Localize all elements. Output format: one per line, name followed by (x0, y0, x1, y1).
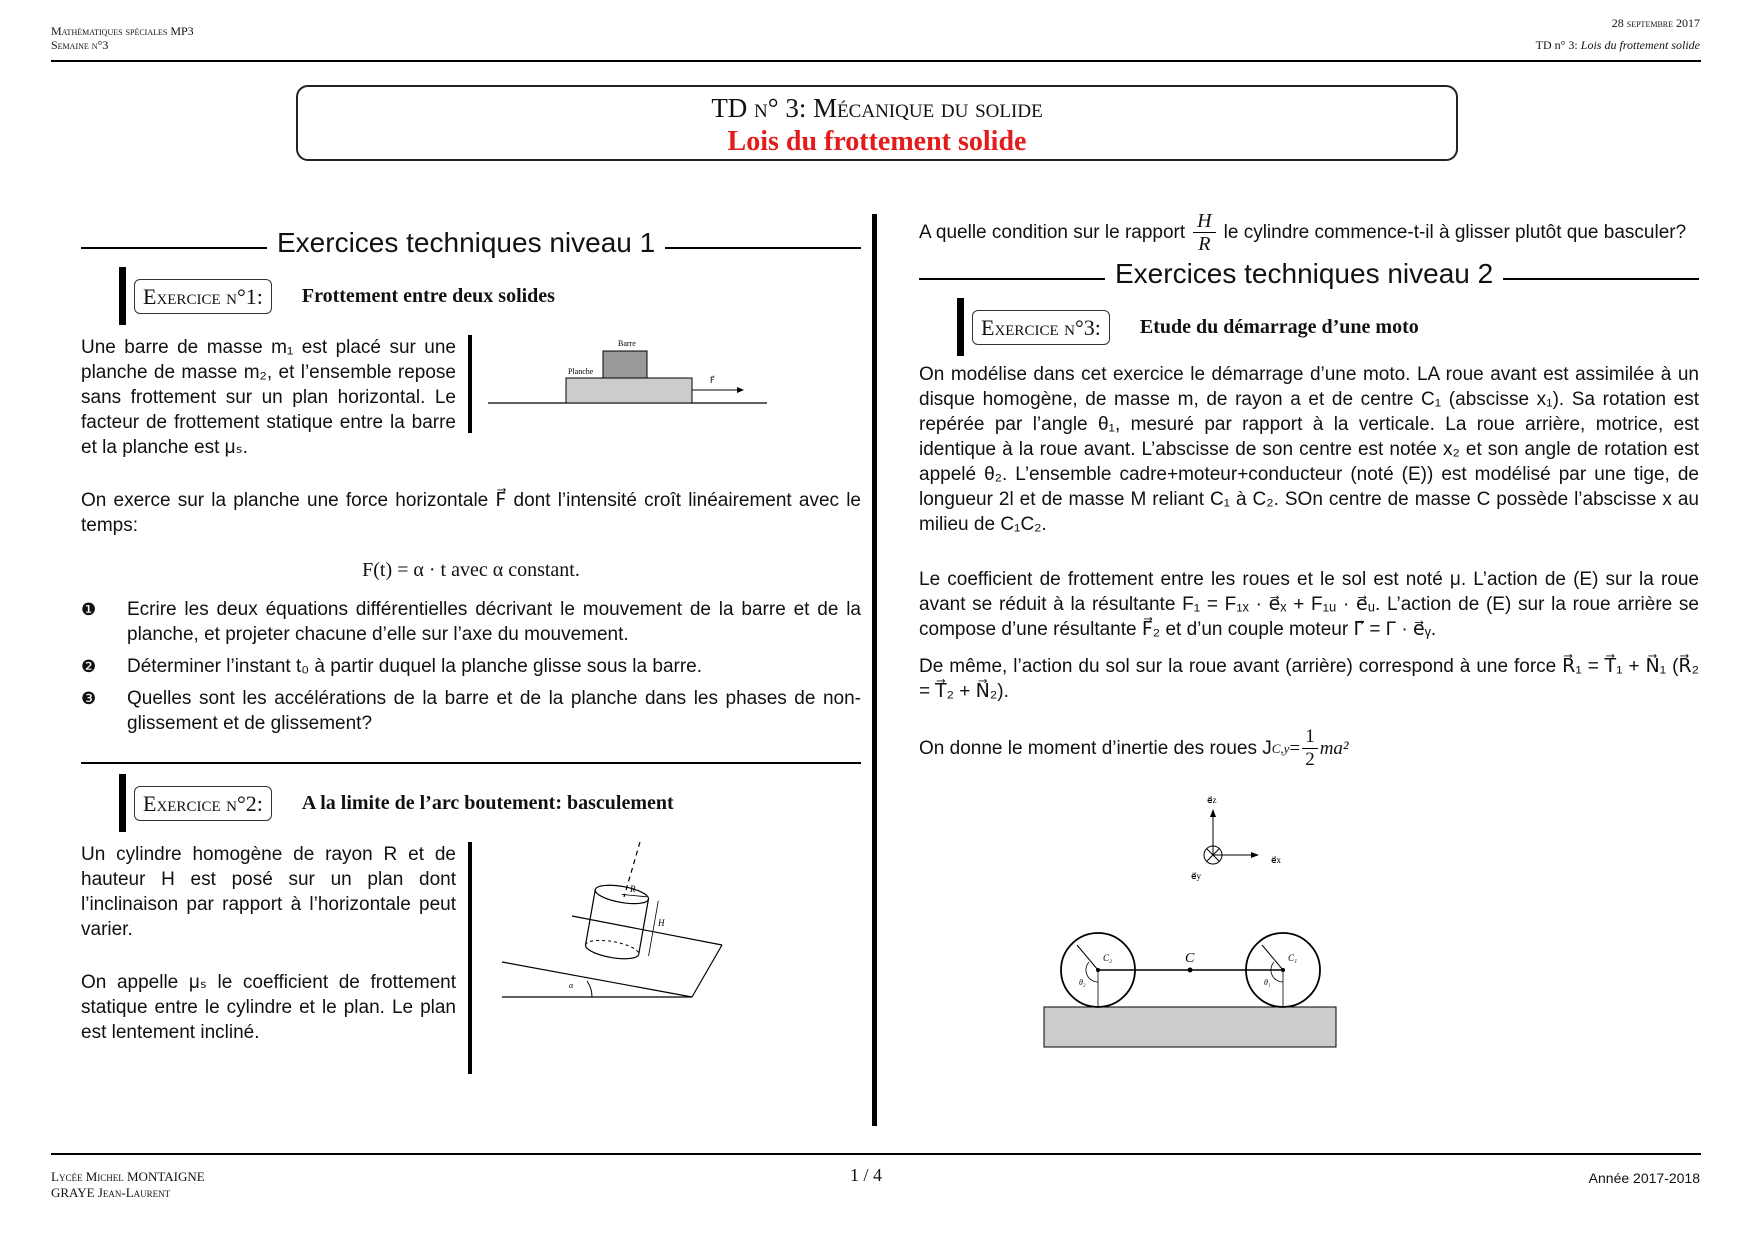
header-td-title: Lois du frottement solide (1580, 38, 1700, 52)
incline-line (502, 962, 692, 997)
exercise3-para3: De même, l’action du sol sur la roue avant (arrière) correspond à une force R⃗₁ = T⃗₁ + N⃗₁ (R⃗₂ = T⃗₂ + N⃗₂). (919, 656, 1699, 702)
section-rule-left (81, 247, 267, 249)
exercise3-para1: On modélise dans cet exercice le démarrage d’une moto. LA roue avant est assimilée à un disque homogène, de masse m, de rayon a et de centre C₁ (abscisse x₁). Sa rotation est repérée par l’angle θ₁, mesuré par rapport à la verticale. La roue arrière, motrice, est identique à la roue avant. L’abscisse de son centre est notée x₂ et son angle de rotation est appelé θ₂. L’ensemble cadre+moteur+conducteur (noté (E)) est modélisé par une tige, de longueur 2l et de masse M reliant C₁ à C₂. SOn centre de masse C possède l’abscisse x au milieu de C₁C₂. (919, 364, 1699, 535)
continuation-after: le cylindre commence-t-il à glisser plutôt que basculer? (1223, 222, 1687, 243)
header-course: Mathématiques spéciales MP3 (51, 24, 194, 38)
exercise-bar (119, 774, 126, 832)
header-date: 28 septembre 2017 (1611, 16, 1700, 30)
exercise1-equation: F(t) = α · t avec α constant. (362, 559, 580, 581)
footer-year: Année 2017-2018 (1588, 1170, 1700, 1186)
cylinder-shape (584, 882, 660, 964)
header-td-ref (1536, 38, 1700, 52)
inertia-subscript: C,y (1271, 741, 1290, 756)
exercise1-intro: Une barre de masse m₁ est placé sur une planche de masse m₂, et l’ensemble repose sans frottement sur un plan horizontal. Le facteur de frottement statique entre la barre et la planche est μₛ. (81, 337, 456, 458)
question-text: Quelles sont les accélérations de la barre et de la planche dans les phases de non-glissement et de glissement? (127, 688, 861, 734)
exercise2-continuation (919, 210, 1699, 255)
page-number: 1 / 4 (850, 1165, 883, 1185)
label-force: F⃗ (710, 376, 715, 385)
exercise1-header (119, 267, 861, 325)
inertia-fraction (1302, 726, 1318, 771)
footer-school: Lycée Michel MONTAIGNE (51, 1169, 205, 1184)
exercise1-intro-row (81, 335, 861, 460)
label-barre: Barre (618, 339, 636, 348)
exercise2-name: A la limite de l’arc boutement: basculement (301, 791, 674, 814)
cylinder-incline-diagram (472, 842, 842, 1074)
moto-diagram (919, 785, 1699, 1065)
header-td-prefix: TD n° 3: (1535, 38, 1581, 52)
alpha-arc (587, 981, 592, 997)
footer-author: GRAYE Jean-Laurent (51, 1185, 171, 1200)
exercise3-label: Exercice n°3: (972, 310, 1110, 345)
inertia-denominator: 2 (1305, 749, 1315, 770)
figure-cylinder (472, 842, 842, 1074)
exercise3-header (957, 298, 1699, 356)
continuation-before: A quelle condition sur le rapport (919, 222, 1186, 243)
footer-rule (51, 1153, 1701, 1155)
question-2 (81, 654, 861, 679)
figure-plank-bar (472, 335, 842, 433)
figure-moto (919, 785, 1699, 1065)
exercise1-label: Exercice n°1: (134, 279, 272, 314)
column-separator (872, 214, 877, 1126)
exercise-divider (81, 762, 861, 764)
header-rule (51, 60, 1701, 62)
label-theta2: θ₂ (1079, 978, 1086, 987)
inertia-ma2: ma² (1319, 738, 1349, 759)
label-alpha: α (569, 981, 574, 990)
theta2-arc (1086, 962, 1098, 982)
label-axis-x: e⃗x (1271, 855, 1282, 865)
exercise1-name: Frottement entre deux solides (301, 284, 555, 307)
question-text: Déterminer l’instant t₀ à partir duquel la planche glisse sous la barre. (127, 656, 703, 677)
center-mass-dot (1188, 968, 1193, 973)
header-left (51, 24, 194, 52)
rear-radius (1077, 945, 1098, 970)
exercise-bar (119, 267, 126, 325)
section-rule-right (1503, 278, 1699, 280)
title-subtitle: Lois du frottement solide (727, 126, 1027, 157)
exercise2-header (119, 774, 861, 832)
inertia-equals: = (1289, 738, 1301, 759)
footer-left (51, 1169, 205, 1201)
section-title-text: Exercices techniques niveau 2 (1115, 258, 1494, 289)
label-planche: Planche (568, 367, 594, 376)
exercise1-questions (81, 597, 861, 736)
force-arrowhead (737, 387, 744, 393)
axis-z-arrowhead (1210, 809, 1216, 817)
label-theta1: θ₁ (1264, 978, 1271, 987)
bar-rect (603, 351, 647, 378)
question-3 (81, 686, 861, 736)
inertia-numerator: 1 (1302, 726, 1318, 749)
label-C: C (1185, 951, 1195, 966)
plank-rect (566, 378, 692, 403)
question-marker: ❸ (81, 689, 97, 708)
ratio-fraction (1193, 210, 1215, 255)
label-C2: C₂ (1103, 953, 1113, 963)
label-axis-y: e⃗y (1191, 871, 1202, 881)
front-radius (1262, 945, 1283, 970)
exercise3-name: Etude du démarrage d’une moto (1139, 315, 1419, 338)
title-main: TD n° 3: Mécanique du solide (711, 93, 1043, 123)
axis-x-arrowhead (1251, 852, 1259, 858)
right-column (919, 210, 1699, 1065)
section-rule-left (919, 278, 1105, 280)
section-rule-right (665, 247, 861, 249)
inertia-text: On donne le moment d’inertie des roues J (919, 738, 1272, 759)
question-marker: ❷ (81, 657, 97, 676)
exercise2-row (81, 842, 861, 1074)
exercise3-inertia (919, 726, 1699, 771)
left-column (81, 227, 861, 1074)
header-right (1536, 16, 1700, 52)
ratio-numerator: H (1193, 210, 1215, 233)
exercise2-label: Exercice n°2: (134, 786, 272, 821)
exercise2-text (81, 842, 456, 1074)
exercise1-para2: On exerce sur la planche une force horizontale F⃗ dont l’intensité croît linéairement avec le temps: (81, 490, 861, 536)
header-week: Semaine n°3 (51, 38, 109, 52)
question-1 (81, 597, 861, 647)
ground-block (1044, 1007, 1336, 1047)
label-C1: C₁ (1288, 953, 1298, 963)
plank-bar-diagram (472, 335, 842, 433)
section-title-level1 (81, 227, 861, 258)
exercise2-para2: On appelle μₛ le coefficient de frottement statique entre le cylindre et le plan. Le plan est lentement incliné. (81, 972, 456, 1043)
title-box (296, 85, 1458, 161)
section-title-text: Exercices techniques niveau 1 (277, 227, 656, 258)
question-marker: ❶ (81, 600, 97, 619)
incline-edge (692, 945, 722, 997)
exercise3-para2: Le coefficient de frottement entre les roues et le sol est noté μ. L’action de (E) sur la roue avant se réduit à la résultante F₁ = F₁ₓ · e⃗ₓ + F₁ᵤ · e⃗ᵤ. L’action de (E) sur la roue arrière se compose d’une résultante F⃗₂ et d’un couple moteur Γ⃗ = Γ · e⃗ᵧ. (919, 569, 1699, 640)
exercise2-para1: Un cylindre homogène de rayon R et de hauteur H est posé sur un plan dont l’inclinaison par rapport à l’horizontale peut varier. (81, 844, 456, 940)
label-R: R (630, 884, 636, 894)
label-H: H (658, 918, 665, 928)
question-text: Ecrire les deux équations différentielles décrivant le mouvement de la barre et de la planche, et projeter chacune d’elle sur l’axe du mouvement. (127, 599, 861, 645)
exercise-bar (957, 298, 964, 356)
incline-top-line (572, 916, 722, 945)
theta1-arc (1271, 962, 1283, 982)
label-axis-z: e⃗z (1207, 795, 1217, 805)
ratio-denominator: R (1198, 233, 1211, 255)
section-title-level2 (919, 258, 1699, 289)
